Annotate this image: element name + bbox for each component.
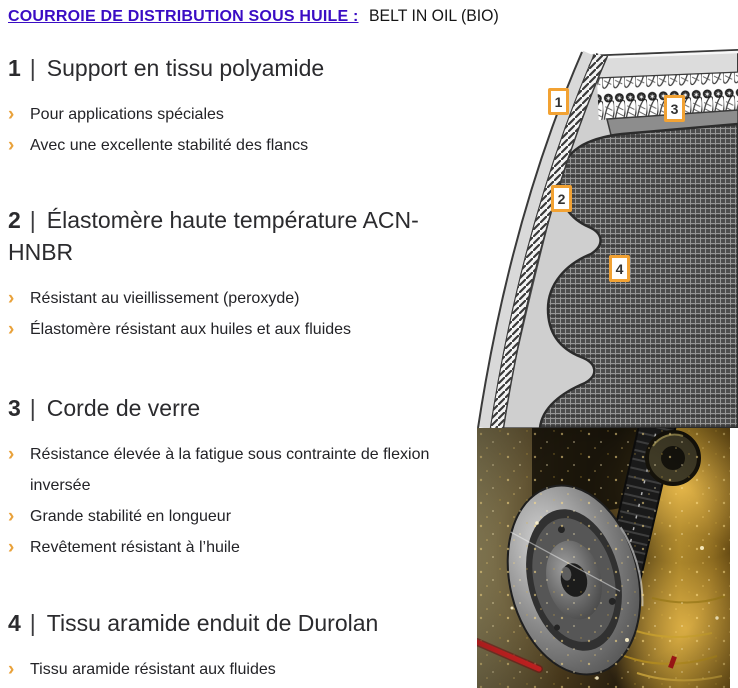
list-item: [8, 283, 470, 314]
title-english: BELT IN OIL (BIO): [368, 6, 499, 25]
chevron-bullet-icon: ›: [8, 444, 15, 465]
section-title: Corde de verre: [46, 395, 201, 421]
section-aramid-fabric: [8, 607, 470, 685]
bullet-list: [8, 283, 470, 345]
section-number: 1: [8, 55, 21, 81]
heading-separator: |: [29, 207, 36, 233]
section-number: 3: [8, 395, 21, 421]
diagram-label-2: 2: [551, 185, 572, 212]
list-item: [8, 314, 470, 345]
diagram-label-4: 4: [609, 255, 630, 282]
section-heading: [8, 204, 448, 268]
list-item: [8, 130, 470, 161]
list-item: [8, 501, 470, 532]
chevron-bullet-icon: ›: [8, 659, 15, 680]
chevron-bullet-icon: ›: [8, 135, 15, 156]
bullet-text: Élastomère résistant aux huiles et aux fluides: [30, 321, 352, 338]
section-heading: [8, 392, 448, 424]
section-heading: [8, 52, 448, 84]
diagram-label-3: 3: [664, 95, 685, 122]
bullet-text: Résistant au vieillissement (peroxyde): [30, 290, 300, 307]
chevron-bullet-icon: ›: [8, 537, 15, 558]
belt-in-oil-photo: [477, 428, 730, 688]
section-number: 2: [8, 207, 21, 233]
bullet-text: Grande stabilité en longueur: [30, 508, 232, 525]
heading-separator: |: [29, 610, 36, 636]
list-item: [8, 532, 470, 563]
list-item: [8, 439, 470, 501]
bullet-list: [8, 99, 470, 161]
section-polyamide-support: [8, 52, 470, 161]
title-link-french[interactable]: COURROIE DE DISTRIBUTION SOUS HUILE :: [8, 8, 359, 25]
bullet-text: Résistance élevée à la fatigue sous contrainte de flexion inversée: [30, 446, 430, 494]
list-item: [8, 99, 470, 130]
diagram-label-1: 1: [548, 88, 569, 115]
bullet-list: [8, 654, 470, 685]
section-title: Tissu aramide enduit de Durolan: [46, 610, 379, 636]
bullet-text: Pour applications spéciales: [30, 106, 224, 123]
section-title: Support en tissu polyamide: [46, 55, 325, 81]
bullet-list: [8, 439, 470, 563]
chevron-bullet-icon: ›: [8, 104, 15, 125]
section-title: Élastomère haute température ACN-HNBR: [8, 207, 419, 265]
heading-separator: |: [29, 395, 36, 421]
chevron-bullet-icon: ›: [8, 319, 15, 340]
section-elastomer: [8, 204, 470, 345]
belt-cross-section-diagram: [470, 48, 738, 428]
chevron-bullet-icon: ›: [8, 506, 15, 527]
section-heading: [8, 607, 448, 639]
list-item: [8, 654, 470, 685]
heading-separator: |: [29, 55, 36, 81]
page-title: [8, 6, 508, 26]
bullet-text: Tissu aramide résistant aux fluides: [30, 661, 276, 678]
chevron-bullet-icon: ›: [8, 288, 15, 309]
section-glass-cord: [8, 392, 470, 563]
photo-vignette: [477, 428, 730, 688]
bullet-text: Revêtement résistant à l’huile: [30, 539, 240, 556]
bullet-text: Avec une excellente stabilité des flancs: [30, 137, 309, 154]
section-number: 4: [8, 610, 21, 636]
